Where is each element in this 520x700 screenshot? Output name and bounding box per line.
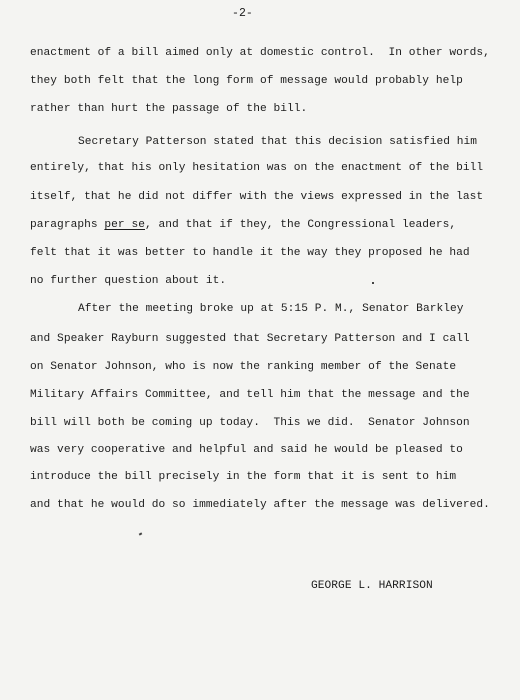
text-line: and that he would do so immediately after the message was delivered. xyxy=(30,499,490,511)
text-line: felt that it was better to handle it the way they proposed he had xyxy=(30,247,470,259)
page-number: -2- xyxy=(232,7,253,20)
underlined-phrase: per se xyxy=(104,219,145,231)
text-line: was very cooperative and helpful and said he would be pleased to xyxy=(30,444,463,456)
text-line: Secretary Patterson stated that this decision satisfied him xyxy=(78,136,478,148)
text-line: Military Affairs Committee, and tell him that the message and the xyxy=(30,389,470,401)
text-segment: , and that if they, the Congressional leaders, xyxy=(145,219,457,231)
stray-ink-mark xyxy=(372,282,374,284)
text-line: After the meeting broke up at 5:15 P. M., Senator Barkley xyxy=(78,303,464,315)
stray-ink-mark xyxy=(139,532,143,535)
text-line: bill will both be coming up today. This we did. Senator Johnson xyxy=(30,417,470,429)
text-line: enactment of a bill aimed only at domestic control. In other words, xyxy=(30,47,490,59)
text-line: itself, that he did not differ with the views expressed in the last xyxy=(30,191,484,203)
text-line: entirely, that his only hesitation was on the enactment of the bill xyxy=(30,162,484,174)
text-line: no further question about it. xyxy=(30,275,227,287)
text-segment: paragraphs xyxy=(30,219,105,231)
text-line: introduce the bill precisely in the form that it is sent to him xyxy=(30,471,457,483)
signature-line: GEORGE L. HARRISON xyxy=(311,580,433,592)
text-line: on Senator Johnson, who is now the ranking member of the Senate xyxy=(30,361,457,373)
text-line: and Speaker Rayburn suggested that Secretary Patterson and I call xyxy=(30,333,470,345)
text-line xyxy=(30,218,456,232)
text-line: rather than hurt the passage of the bill. xyxy=(30,103,308,115)
text-line: they both felt that the long form of message would probably help xyxy=(30,75,463,87)
